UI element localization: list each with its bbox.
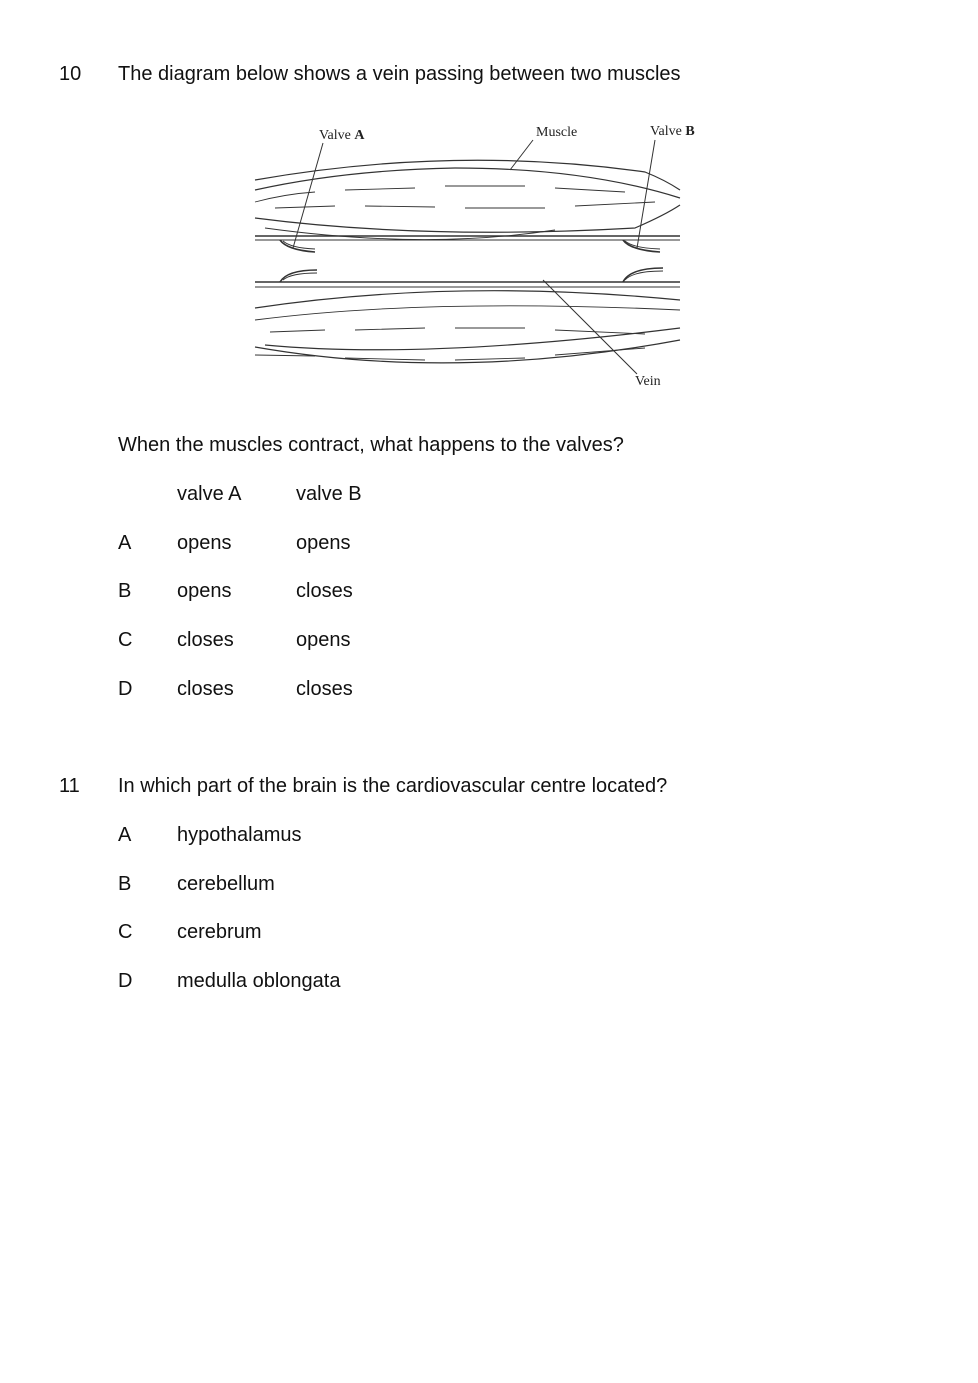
- option-valve-a: opens: [177, 580, 232, 602]
- option-letter: B: [118, 873, 132, 895]
- option-letter: C: [118, 629, 133, 651]
- option-valve-a: closes: [177, 678, 234, 700]
- option-valve-b: closes: [296, 678, 353, 700]
- leader-vein: [543, 280, 637, 374]
- q10-header-valve-b: valve B: [296, 483, 362, 505]
- leader-valve-b: [637, 140, 655, 248]
- option-valve-b: opens: [296, 629, 351, 651]
- valve-b-lower-flap: [623, 268, 663, 282]
- option-letter: D: [118, 678, 133, 700]
- valve-a-upper-flap: [280, 240, 315, 252]
- vein-muscle-diagram: [225, 110, 755, 410]
- option-text: hypothalamus: [177, 824, 302, 846]
- label-valve-b: Valve B: [650, 124, 695, 139]
- lower-muscle-outline: [255, 291, 680, 308]
- q11-stem: In which part of the brain is the cardiovascular centre located?: [118, 775, 668, 797]
- label-vein: Vein: [635, 374, 661, 389]
- option-letter: B: [118, 580, 132, 602]
- label-valve-a: Valve A: [319, 128, 365, 143]
- option-letter: D: [118, 970, 133, 992]
- valve-b-upper-flap: [623, 240, 660, 252]
- option-valve-a: opens: [177, 532, 232, 554]
- upper-muscle-outline: [255, 160, 680, 190]
- option-text: medulla oblongata: [177, 970, 341, 992]
- option-letter: A: [118, 532, 132, 554]
- option-valve-b: closes: [296, 580, 353, 602]
- option-letter: A: [118, 824, 132, 846]
- q10-question: When the muscles contract, what happens to the valves?: [118, 434, 624, 456]
- option-text: cerebellum: [177, 873, 275, 895]
- q10-number: 10: [59, 63, 82, 85]
- option-text: cerebrum: [177, 921, 262, 943]
- q10-header-valve-a: valve A: [177, 483, 242, 505]
- q11-number: 11: [59, 775, 80, 797]
- label-muscle: Muscle: [536, 125, 578, 140]
- valve-a-lower-flap: [280, 270, 317, 282]
- option-letter: C: [118, 921, 133, 943]
- q10-stem: The diagram below shows a vein passing between two muscles: [118, 63, 681, 85]
- leader-valve-a: [293, 143, 323, 248]
- option-valve-b: opens: [296, 532, 351, 554]
- leader-muscle: [510, 140, 533, 170]
- option-valve-a: closes: [177, 629, 234, 651]
